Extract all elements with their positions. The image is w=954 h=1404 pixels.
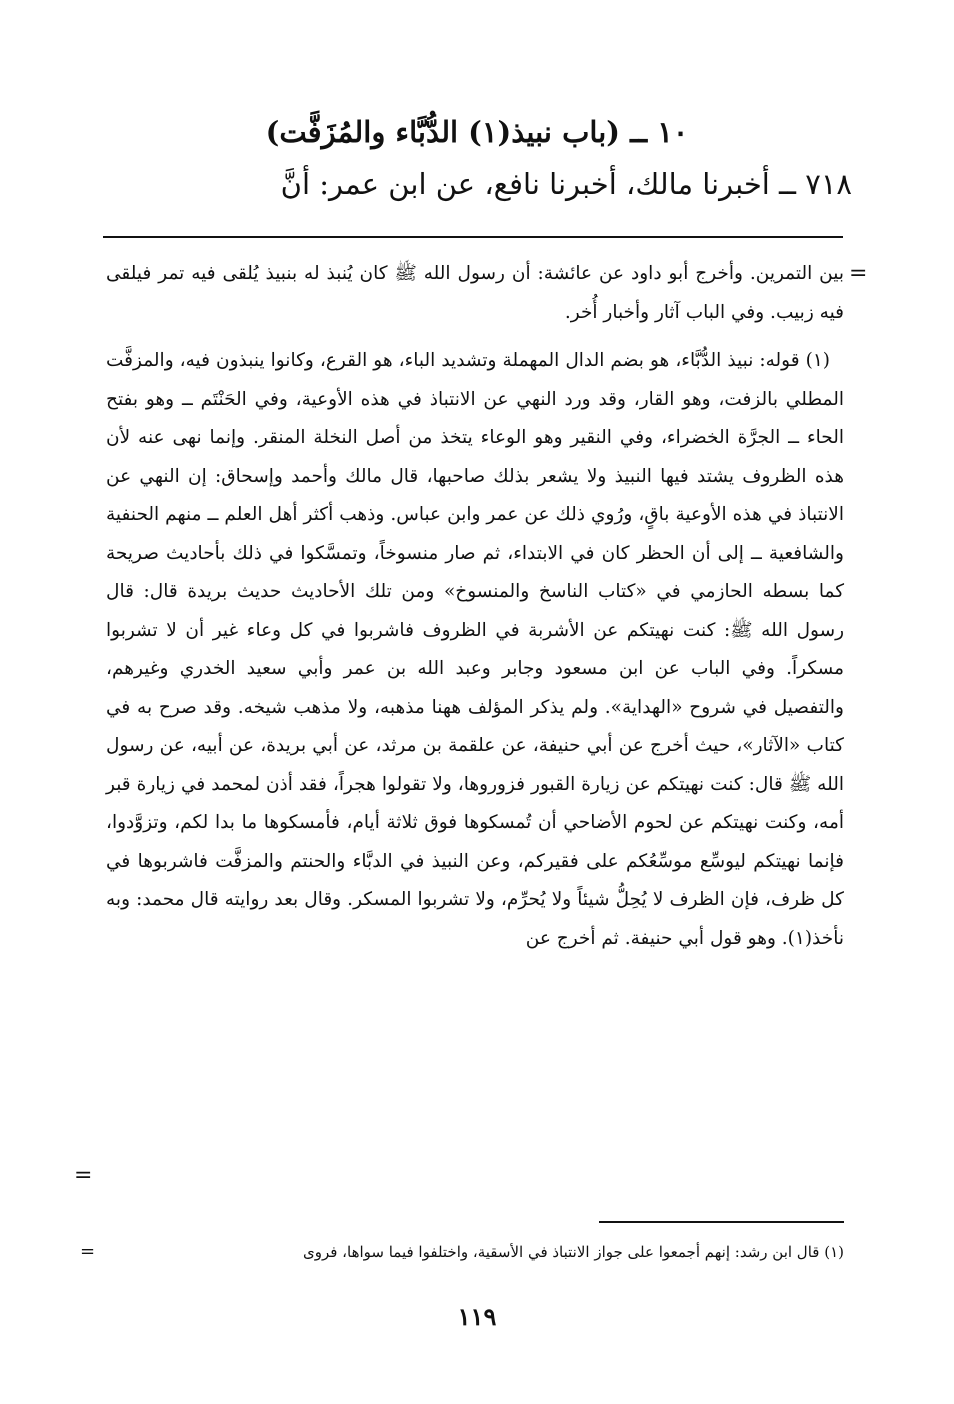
commentary-intro: بين التمرين. وأخرج أبو داود عن عائشة: أن رسول الله ﷺ كان يُنبذ له بنبيذ يُلقى فيه تمر فيلقى فيه زبيب. وفي الباب آثار وأخبار أُخر. xyxy=(106,263,844,323)
commentary xyxy=(106,255,844,958)
footnote: (١) قال ابن رشد: إنهم أجمعوا على جواز الانتباذ في الأسقية، واختلفوا فيما سواها، فروى xyxy=(302,1243,844,1261)
separator-rule xyxy=(103,236,843,238)
hadith-text: ٧١٨ ــ أخبرنا مالك، أخبرنا نافع، عن ابن عمر: أنَّ xyxy=(280,167,852,201)
footnote-rule xyxy=(599,1221,844,1223)
continuation-mark-top: = xyxy=(849,261,868,286)
continuation-mark-body: = xyxy=(74,1163,93,1188)
chapter-title: ١٠ ــ (باب نبيذ(١) الدُّبَّاء والمُزَفَّت) xyxy=(265,115,689,149)
page-number: ١١٩ xyxy=(457,1302,497,1331)
commentary-note: (١) قوله: نبيذ الدُّبَّاء، هو بضم الدال المهملة وتشديد الباء، هو القرع، وكانوا ينبذون فيه، والمزفَّت المطلي بالزفت، وهو القار، وقد ورد النهي عن الانتباذ في هذه الأوعية، وفي الحَنْتَم ــ وهو بفتح الحاء ــ الجرَّة الخضراء، وفي النقير وهو الوعاء يتخذ من أصل النخلة المنقر. وإنما نهى عنه لأن هذه الظروف يشتد فيها النبيذ ولا يشعر بذلك صاحبها، قال مالك وأحمد وإسحاق: إن النهي عن الانتباذ في هذه الأوعية باقٍ، ورُوي ذلك عن عمر وابن عباس. وذهب أكثر أهل العلم ــ منهم الحنفية والشافعية ــ إلى أن الحظر كان في الابتداء، ثم صار منسوخاً، وتمسَّكوا في ذلك بأحاديث صريحة كما بسطه الحازمي في «كتاب الناسخ والمنسوخ» ومن تلك الأحاديث حديث بريدة قال: قال رسول الله ﷺ: كنت نهيتكم عن الأشربة في الظروف فاشربوا في كل وعاء غير أن لا تشربوا مسكراً. وفي الباب عن ابن مسعود وجابر وعبد الله بن عمر وأبي سعيد الخدري وغيرهم، والتفصيل في شروح «الهداية». ولم يذكر المؤلف ههنا مذهبه، ولا مذهب شيخه. وقد صرح به في كتاب «الآثار»، حيث أخرج عن أبي حنيفة، عن علقمة بن مرثد، عن أبي بريدة، عن أبيه، عن رسول الله ﷺ قال: كنت نهيتكم عن زيارة القبور فزوروها، ولا تقولوا هجراً، فقد أذن لمحمد في زيارة قبر أمه، وكنت نهيتكم عن لحوم الأضاحي أن تُمسكوها فوق ثلاثة أيام، فأمسكوها ما بدا لكم، وتزوَّدوا، فإنما نهيتكم ليوسِّع موسِّعُكم على فقيركم، وعن النبيذ في الدبَّاء والحنتم والمزفَّت فاشربوها في كل ظرف، فإن الظرف لا يُحِلُّ شيئاً ولا يُحرِّم، ولا تشربوا المسكر. وقال بعد روايته قال محمد: وبه نأخذ(١). وهو قول أبي حنيفة. ثم أخرج عن xyxy=(106,350,844,949)
continuation-mark-footnote: = xyxy=(80,1241,96,1262)
